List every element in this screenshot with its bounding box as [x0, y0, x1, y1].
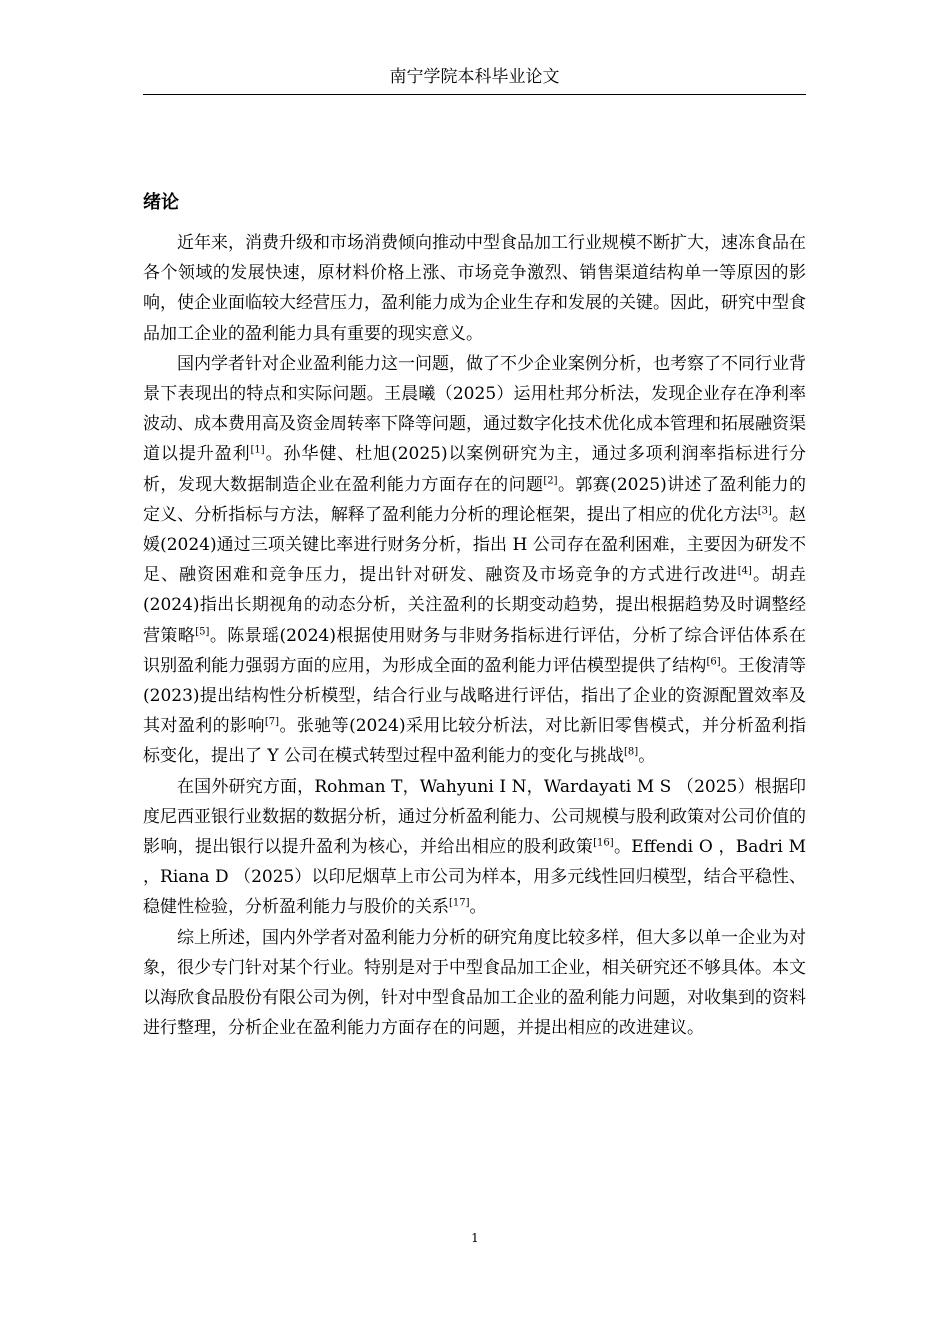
paragraph-text: 。郭赛(2025)讲述了盈利能力的定义、分析指标与方法，解释了盈利能力分析的理论框架，提出了相应的优化方法 — [143, 474, 807, 525]
citation-ref: [3] — [757, 505, 772, 517]
paragraph-text: 。孙华健、杜旭(2025)以案例研究为主，通过多项利润率指标进行分析，发现大数据制造企业在盈利能力方面存在的问题 — [143, 444, 807, 495]
paragraph-3 — [143, 772, 806, 923]
paragraph-text: 。 — [638, 746, 656, 767]
main-content — [143, 188, 806, 1043]
section-title: 绪论 — [143, 192, 179, 213]
paragraph-text: 近年来，消费升级和市场消费倾向推动中型食品加工行业规模不断扩大，速冻食品在各个领域的发展快速，原材料价格上涨、市场竞争激烈、销售渠道结构单一等原因的影响，使企业面临较大经营压力，盈利能力成为企业生存和发展的关键。因此，研究中型食品加工企业的盈利能力具有重要的现实意义。 — [143, 233, 806, 344]
citation-ref: [5] — [195, 625, 210, 637]
paragraph-2 — [143, 349, 806, 772]
paragraph-text: 。赵媛(2024)通过三项关键比率进行财务分析，指出 H 公司存在盈利困难，主要因为研发不足、融资困难和竞争压力，提出针对研发、融资及市场竞争的方式进行改进 — [143, 504, 807, 586]
citation-ref: [8] — [624, 746, 639, 758]
paragraph-4 — [143, 923, 806, 1044]
citation-ref: [17] — [449, 897, 470, 909]
paragraph-text: 国内学者针对企业盈利能力这一问题，做了不少企业案例分析，也考察了不同行业背景下表现出的特点和实际问题。王晨曦（2025）运用杜邦分析法，发现企业存在净利率波动、成本费用高及资金周转率下降等问题，通过数字化技术优化成本管理和拓展融资渠道以提升盈利 — [143, 353, 806, 465]
paragraph-1 — [143, 228, 806, 349]
page-number: 1 — [471, 1231, 479, 1245]
citation-ref: [7] — [264, 716, 280, 728]
paragraph-text: 。陈景瑶(2024)根据使用财务与非财务指标进行评估，分析了综合评估体系在识别盈利能力强弱方面的应用，为形成全面的盈利能力评估模型提供了结构 — [143, 625, 807, 676]
header-title: 南宁学院本科毕业论文 — [389, 67, 560, 87]
citation-ref: [2] — [543, 474, 558, 486]
page-header — [143, 62, 806, 95]
paragraph-text: 在国外研究方面，Rohman T，Wahyuni I N，Wardayati M S （2025）根据印度尼西亚银行业数据的数据分析，通过分析盈利能力、公司规模与股利政策对公司价值的影响，提出银行以提升盈利为核心，并给出相应的股利政策 — [143, 776, 806, 858]
paragraph-text: 。王俊清等(2023)提出结构性分析模型，结合行业与战略进行评估，指出了企业的资源配置效率及其对盈利的影响 — [143, 655, 807, 737]
paragraph-text: 。 — [469, 897, 487, 918]
citation-ref: [4] — [737, 565, 752, 577]
citation-ref: [1] — [250, 444, 265, 456]
paragraph-text: 。Effendi O ，Badri M ，Riana D （2025）以印尼烟草上市公司为样本，用多元线性回归模型，结合平稳性、稳健性检验，分析盈利能力与股价的关系 — [143, 837, 806, 918]
paragraph-text: 。胡垚(2024)指出长期视角的动态分析，关注盈利的长期变动趋势，提出根据趋势及时调整经营策略 — [143, 565, 807, 646]
citation-ref: [6] — [706, 656, 721, 668]
citation-ref: [16] — [593, 837, 614, 849]
paragraph-text: 综上所述，国内外学者对盈利能力分析的研究角度比较多样，但大多以单一企业为对象，很少专门针对某个行业。特别是对于中型食品加工企业，相关研究还不够具体。本文以海欣食品股份有限公司为例，针对中型食品加工企业的盈利能力问题，对收集到的资料进行整理，分析企业在盈利能力方面存在的问题，并提出相应的改进建议。 — [143, 927, 806, 1039]
paragraph-text: 。张驰等(2024)采用比较分析法，对比新旧零售模式，并分析盈利指标变化，提出了 Y 公司在模式转型过程中盈利能力的变化与挑战 — [143, 716, 806, 767]
